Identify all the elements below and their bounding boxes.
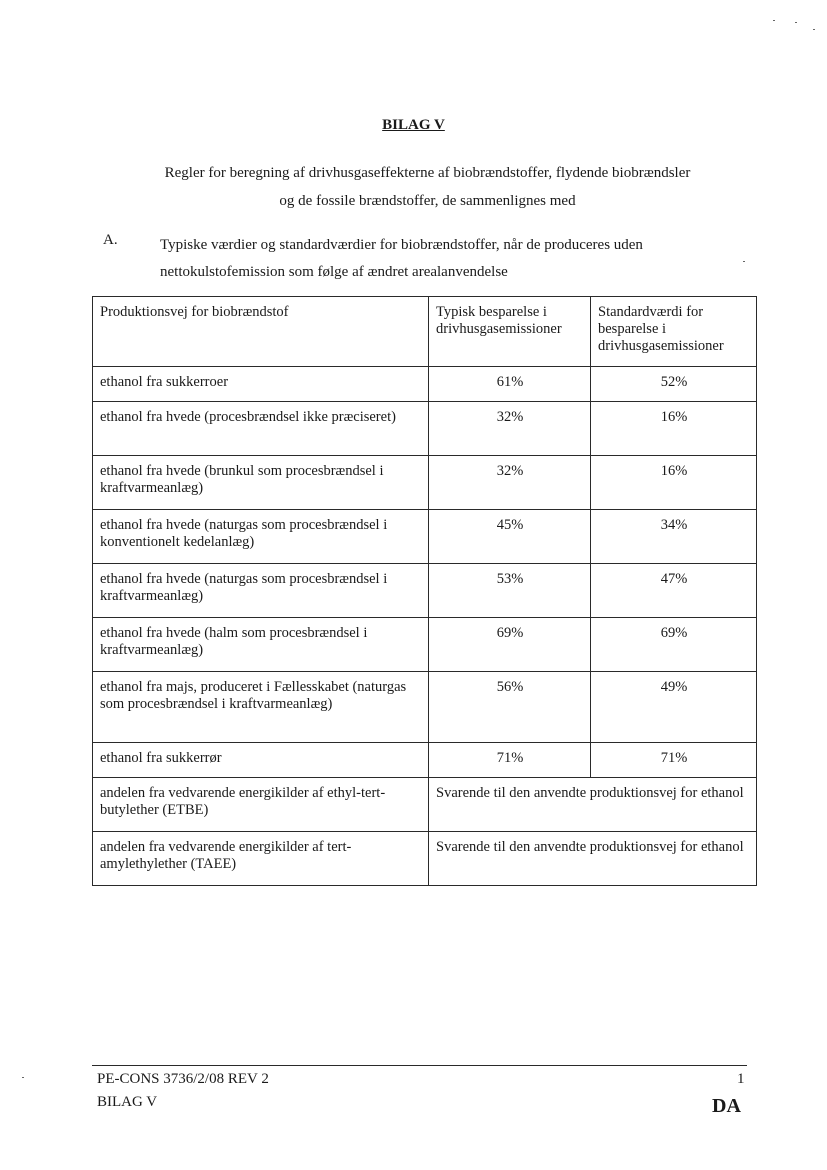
merged-value-cell: Svarende til den anvendte produktionsvej for ethanol — [429, 778, 757, 832]
header-default-saving: Standardværdi for besparelse i drivhusgasemissioner — [591, 297, 757, 367]
footer-reference: PE-CONS 3736/2/08 REV 2 — [97, 1071, 269, 1087]
section-heading-line-1: Typiske værdier og standardværdier for biobrændstoffer, når de produceres uden — [160, 237, 643, 253]
table-header-row — [93, 297, 757, 367]
table-row — [93, 510, 757, 564]
section-heading-line-2: nettokulstofemission som følge af ændret arealanvendelse — [160, 264, 508, 280]
subtitle-line-1: Regler for beregning af drivhusgaseffekterne af biobrændstoffer, flydende biobrændsler — [164, 165, 691, 181]
pathway-cell: ethanol fra hvede (naturgas som procesbrændsel i konventionelt kedelanlæg) — [93, 510, 429, 564]
scan-speck — [813, 29, 815, 30]
default-saving-cell: 47% — [591, 564, 757, 618]
section-letter: A. — [103, 232, 118, 248]
typical-saving-cell: 69% — [429, 618, 591, 672]
header-typical-saving: Typisk besparelse i drivhusgasemissioner — [429, 297, 591, 367]
page-number: 1 — [737, 1071, 745, 1087]
table-row — [93, 832, 757, 886]
document-subtitle — [100, 159, 755, 215]
table-row — [93, 367, 757, 402]
document-title: BILAG V — [382, 117, 445, 133]
typical-saving-cell: 71% — [429, 743, 591, 778]
table-row — [93, 743, 757, 778]
typical-saving-cell: 61% — [429, 367, 591, 402]
typical-saving-cell: 56% — [429, 672, 591, 743]
default-saving-cell: 16% — [591, 402, 757, 456]
default-saving-cell: 52% — [591, 367, 757, 402]
scan-speck — [743, 261, 745, 262]
table-row — [93, 778, 757, 832]
table-row — [93, 564, 757, 618]
default-saving-cell: 71% — [591, 743, 757, 778]
footer-divider — [92, 1065, 747, 1066]
subtitle-line-2: og de fossile brændstoffer, de sammenlignes med — [279, 193, 576, 209]
scan-speck — [773, 20, 775, 21]
pathway-cell: ethanol fra sukkerroer — [93, 367, 429, 402]
header-pathway: Produktionsvej for biobrændstof — [93, 297, 429, 367]
table-row — [93, 618, 757, 672]
default-saving-cell: 34% — [591, 510, 757, 564]
pathway-cell: ethanol fra hvede (halm som procesbrændsel i kraftvarmeanlæg) — [93, 618, 429, 672]
merged-value-cell: Svarende til den anvendte produktionsvej for ethanol — [429, 832, 757, 886]
footer-annex: BILAG V — [97, 1094, 158, 1110]
pathway-cell: ethanol fra sukkerrør — [93, 743, 429, 778]
table-row — [93, 456, 757, 510]
pathway-cell: andelen fra vedvarende energikilder af ethyl-tert-butylether (ETBE) — [93, 778, 429, 832]
scan-speck — [795, 22, 797, 23]
default-saving-cell: 49% — [591, 672, 757, 743]
savings-table — [92, 296, 757, 886]
typical-saving-cell: 53% — [429, 564, 591, 618]
pathway-cell: ethanol fra majs, produceret i Fællesskabet (naturgas som procesbrændsel i kraftvarmeanlæg) — [93, 672, 429, 743]
table-row — [93, 672, 757, 743]
scan-speck — [22, 1077, 24, 1078]
default-saving-cell: 16% — [591, 456, 757, 510]
section-heading — [160, 232, 720, 286]
typical-saving-cell: 32% — [429, 456, 591, 510]
pathway-cell: andelen fra vedvarende energikilder af tert-amylethylether (TAEE) — [93, 832, 429, 886]
table-row — [93, 402, 757, 456]
pathway-cell: ethanol fra hvede (naturgas som procesbrændsel i kraftvarmeanlæg) — [93, 564, 429, 618]
typical-saving-cell: 45% — [429, 510, 591, 564]
pathway-cell: ethanol fra hvede (brunkul som procesbrændsel i kraftvarmeanlæg) — [93, 456, 429, 510]
language-code: DA — [712, 1095, 741, 1117]
typical-saving-cell: 32% — [429, 402, 591, 456]
default-saving-cell: 69% — [591, 618, 757, 672]
pathway-cell: ethanol fra hvede (procesbrændsel ikke præciseret) — [93, 402, 429, 456]
